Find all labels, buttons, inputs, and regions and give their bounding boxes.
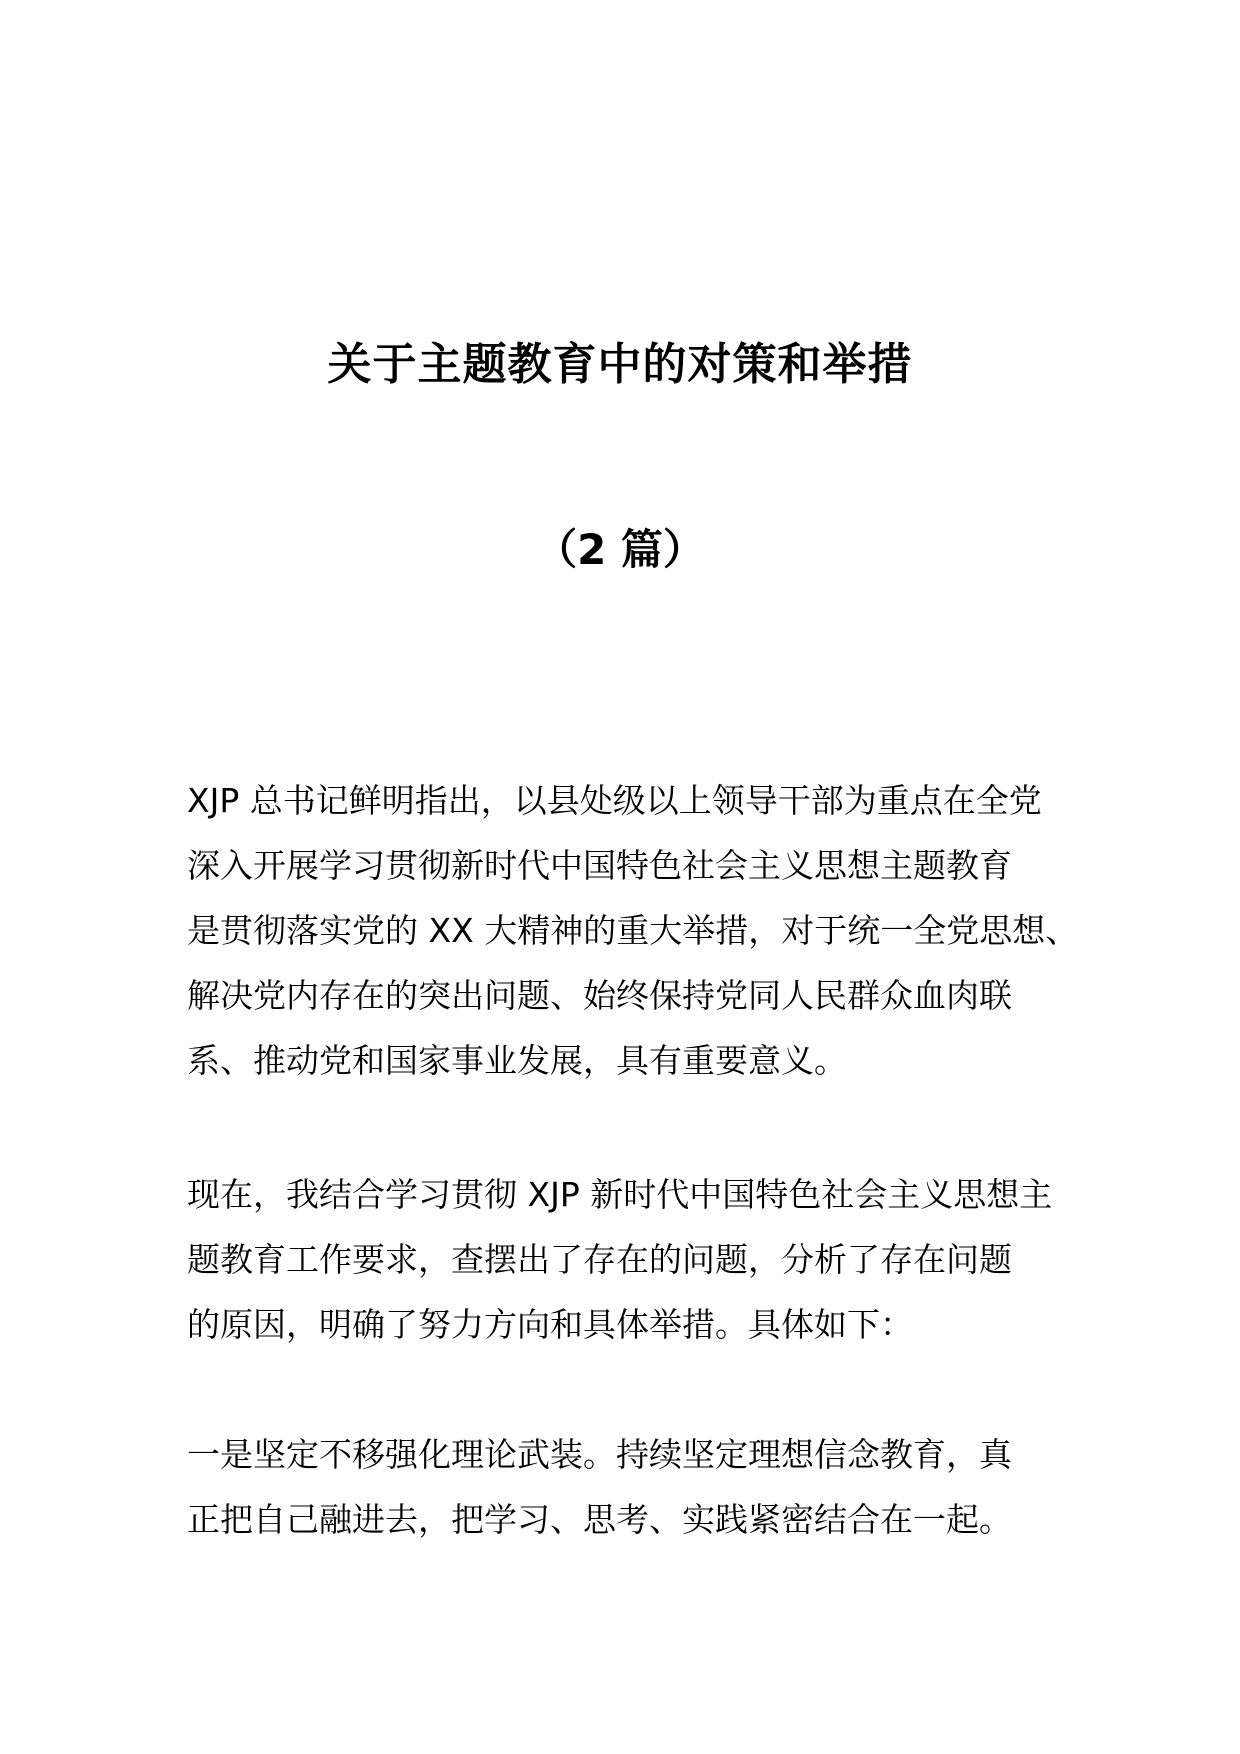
paragraph-1: [187, 768, 1079, 1093]
paragraph-3: [187, 1422, 1069, 1552]
paragraph-line: 是贯彻落实党的 XX 大精神的重大举措，对于统一全党思想、: [187, 911, 1079, 950]
paragraph-line: 正把自己融进去，把学习、思考、实践紧密结合在一起。: [187, 1500, 1012, 1539]
paragraph-line: 现在，我结合学习贯彻 XJP 新时代中国特色社会主义思想主: [187, 1175, 1053, 1214]
paragraph-line: 一是坚定不移强化理论武装。持续坚定理想信念教育，真: [187, 1435, 1012, 1474]
document-subtitle: （2 篇）: [535, 525, 705, 574]
paragraph-line: 的原因，明确了努力方向和具体举措。具体如下：: [187, 1305, 913, 1344]
paragraph-line: 题教育工作要求，查摆出了存在的问题，分析了存在问题: [187, 1240, 1012, 1279]
document-title: 关于主题教育中的对策和举措: [327, 339, 913, 390]
paragraph-line: 系、推动党和国家事业发展，具有重要意义。: [187, 1041, 847, 1080]
paragraph-2: [187, 1162, 1069, 1357]
paragraph-line: XJP 总书记鲜明指出，以县处级以上领导干部为重点在全党: [187, 781, 1042, 820]
paragraph-line: 深入开展学习贯彻新时代中国特色社会主义思想主题教育: [187, 846, 1012, 885]
paragraph-line: 解决党内存在的突出问题、始终保持党同人民群众血肉联: [187, 976, 1012, 1015]
